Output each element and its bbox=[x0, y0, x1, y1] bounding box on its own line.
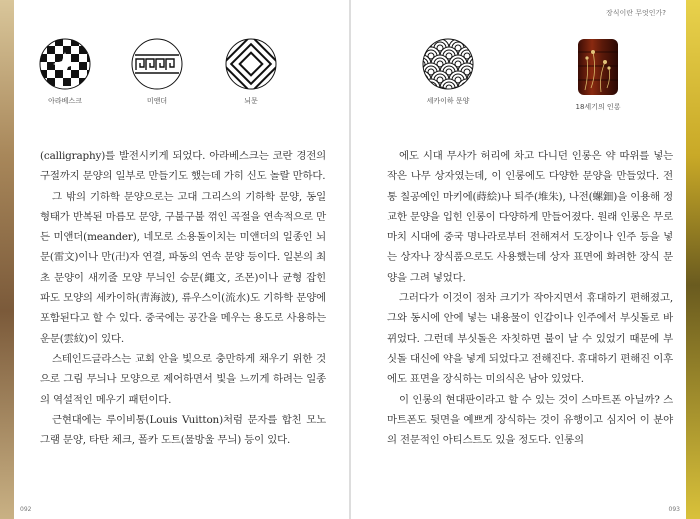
figure-caption: 아라베스크 bbox=[48, 97, 82, 105]
thunder-pattern-icon bbox=[225, 38, 277, 90]
page-number: 092 bbox=[20, 506, 32, 513]
paragraph: 이 인롱의 현대판이라고 할 수 있는 것이 스마트폰 아닐까? 스마트폰도 뒷면을 예쁘게 장식하는 것이 유행이고 심지어 이 분야의 전문적인 아티스트도 있을 정도다. 인롱의 bbox=[387, 393, 673, 447]
paragraph: 그러다가 이것이 점차 크기가 작아지면서 휴대하기 편해졌고, 그와 동시에 안에 넣는 내용물이 인갑이나 인주에서 부싯돌로 바뀌었다. 그런데 부싯돌은 자칫하면 불이 날 수 있었기 때문에 부싯돌 대신에 약을 넣게 되었다고 전해진다. 휴대하기 편해진 이후에도 표면을 장식하는 미의식은 남아 있었다. bbox=[387, 292, 673, 386]
figure-meander bbox=[126, 38, 188, 106]
paragraph: 에도 시대 무사가 허리에 차고 다니던 인롱은 약 따위를 넣는 작은 나무 상자였는데, 이 인롱에도 다양한 문양을 만들었다. 전통 칠공예인 마키에(蒔絵)나 퇴주(堆朱), 나전(螺鈿)을 이용해 정교한 문양을 입힌 인롱이 다양하게 만들어졌다. 원래 인롱은 무로마치 시대에 중국 명나라로부터 전해져서 도장이나 인주 등을 넣는 상자나 장식품으로도 사용했는데 상자 표면에 화려한 장식 문양을 그려 넣었다. bbox=[387, 150, 673, 284]
left-edge-photo bbox=[0, 0, 14, 519]
figure-caption: 뇌문 bbox=[244, 97, 258, 105]
paragraph: 그 밖의 기하학 문양으로는 고대 그리스의 기하학 문양, 동일 형태가 반복된 마름모 문양, 구불구불 꺾인 곡절을 연속적으로 만든 미앤더(meander), 네모로 소용돌이치는 미앤더의 일종인 뇌문(雷文)이나 만(卍)자 연결, 파동의 연속 문양 등이다. 일본의 최초 문양이 새끼줄 모양 무늬인 승문(繩文, 조몬)이나 균형 잡힌 파도 모양의 세카이하(靑海波), 류우스이(流水)도 기하학 문양에 포함된다고 할 수 있다. 중국에는 공간을 메우는 용도로 사용하는 운문(雲紋)이 있다. bbox=[40, 190, 326, 345]
pattern-figures-left bbox=[14, 38, 349, 128]
right-page bbox=[351, 0, 686, 519]
figure-caption: 18세기의 인롱 bbox=[575, 103, 621, 111]
running-head: 장식이란 무엇인가? bbox=[605, 9, 666, 17]
paragraph: 근현대에는 루이비통(Louis Vuitton)처럼 문자를 합친 모노그램 문양, 타탄 체크, 폴카 도트(물방울 무늬) 등이 있다. bbox=[40, 413, 326, 447]
figure-seigaiha bbox=[417, 38, 479, 106]
left-body-text bbox=[40, 146, 326, 450]
figure-caption: 세카이하 문양 bbox=[426, 97, 470, 105]
figure-arabesque bbox=[34, 38, 96, 106]
right-edge-photo bbox=[686, 0, 700, 519]
figure-caption: 미앤더 bbox=[146, 97, 168, 105]
inro-box-image bbox=[577, 38, 619, 96]
figure-thunder-pattern bbox=[220, 38, 282, 106]
meander-pattern-icon bbox=[131, 38, 183, 90]
arabesque-pattern-icon bbox=[39, 38, 91, 90]
figure-inro-photo bbox=[561, 38, 635, 112]
left-page bbox=[14, 0, 349, 519]
right-body-text bbox=[387, 146, 673, 450]
paragraph: 스테인드글라스는 교회 안을 빛으로 충만하게 채우기 위한 것으로 그림 무늬나 모양으로 제어하면서 빛을 느끼게 하려는 일종의 역설적인 메우기 패턴이다. bbox=[40, 352, 326, 406]
pattern-figures-right bbox=[351, 38, 686, 128]
paragraph: (calligraphy)를 발전시키게 되었다. 아라베스크는 코란 경전의 구절까지 문양의 일부로 만들기도 했는데 가히 신도 놀랄 만하다. bbox=[40, 150, 326, 183]
seigaiha-pattern-icon bbox=[422, 38, 474, 90]
page-number: 093 bbox=[668, 506, 680, 513]
